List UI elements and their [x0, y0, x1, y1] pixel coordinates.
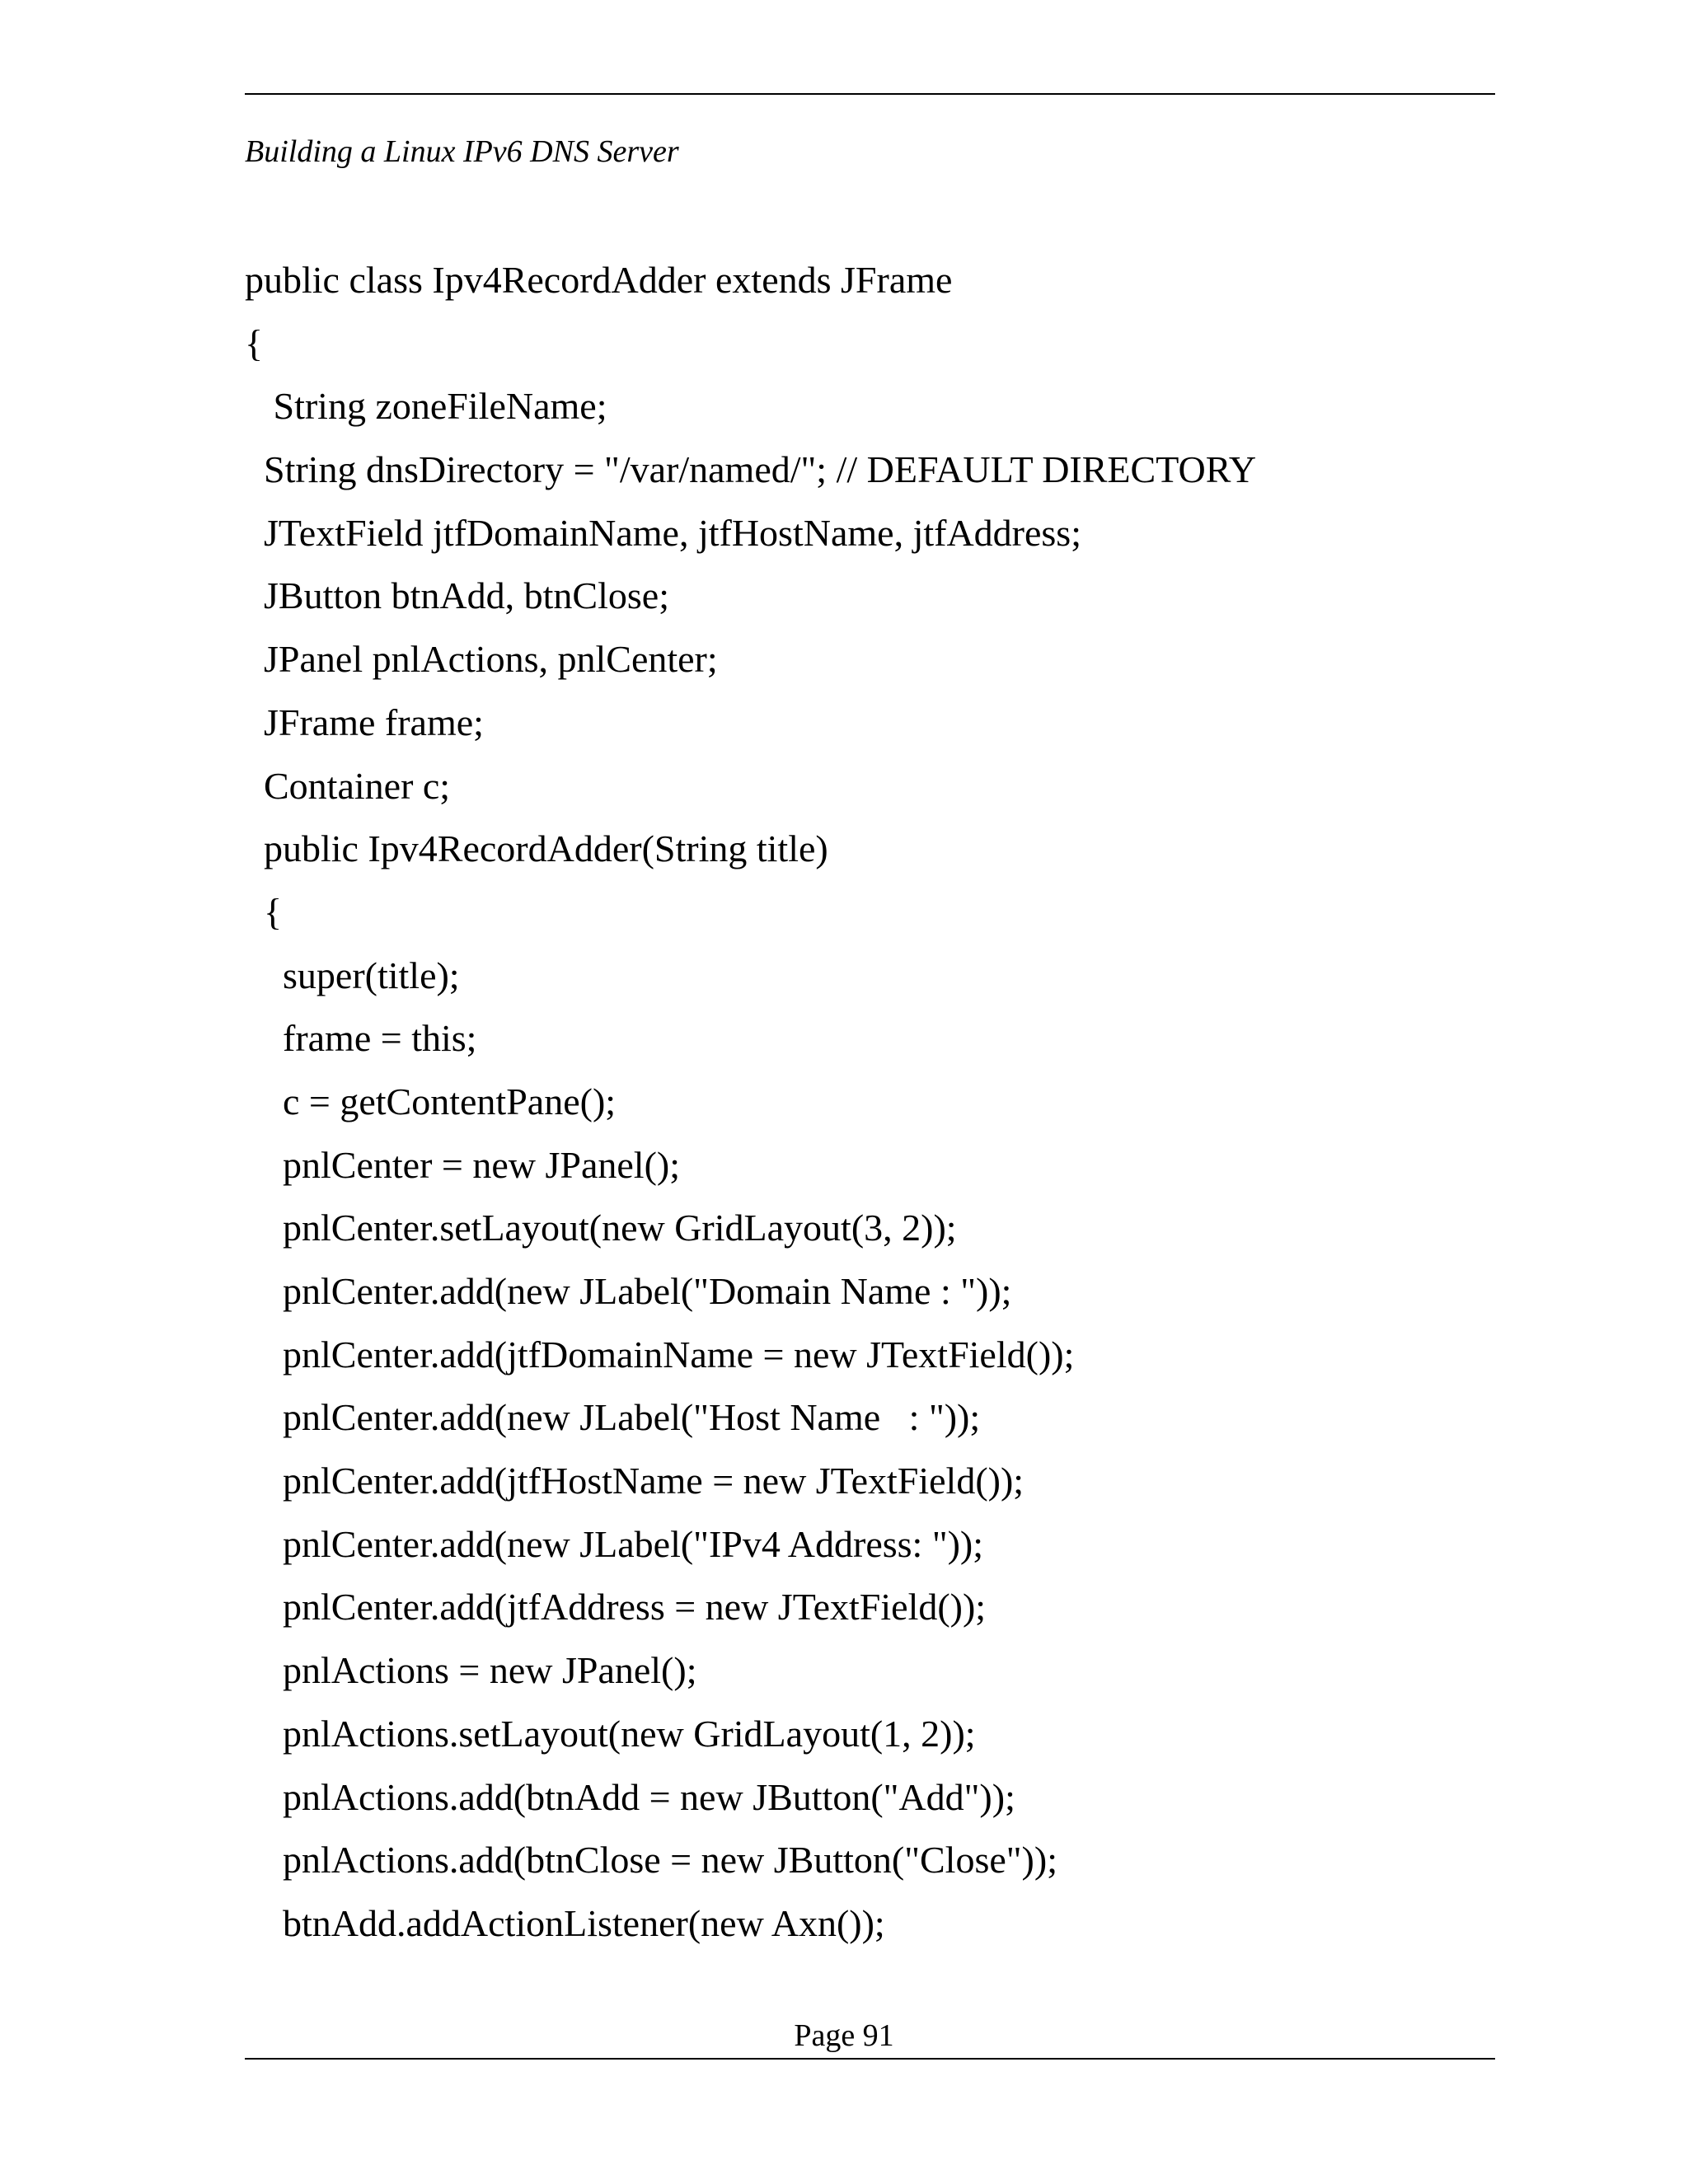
code-line: String zoneFileName;	[245, 385, 607, 428]
code-line: JFrame frame;	[245, 701, 484, 743]
footer-rule	[245, 2058, 1495, 2060]
code-line: pnlActions.setLayout(new GridLayout(1, 2));	[245, 1712, 976, 1755]
code-line: String dnsDirectory = "/var/named/"; // DEFAULT DIRECTORY	[245, 448, 1257, 491]
code-line: pnlCenter.add(new JLabel("Domain Name : "));	[245, 1270, 1012, 1312]
code-line: frame = this;	[245, 1017, 477, 1060]
code-line: JButton btnAdd, btnClose;	[245, 574, 669, 617]
code-line: {	[245, 321, 264, 364]
code-line: c = getContentPane();	[245, 1080, 617, 1122]
code-line: {	[245, 890, 283, 933]
running-header-title: Building a Linux IPv6 DNS Server	[245, 134, 679, 169]
code-line: btnAdd.addActionListener(new Axn());	[245, 1901, 885, 1944]
code-line: public class Ipv4RecordAdder extends JFrame	[245, 259, 953, 301]
code-line: Container c;	[245, 764, 451, 807]
code-line: pnlCenter = new JPanel();	[245, 1143, 680, 1186]
code-line: JPanel pnlActions, pnlCenter;	[245, 638, 718, 681]
code-line: pnlCenter.setLayout(new GridLayout(3, 2));	[245, 1207, 957, 1249]
code-line: pnlActions.add(btnAdd = new JButton("Add"));	[245, 1775, 1015, 1818]
code-line: super(title);	[245, 954, 460, 996]
code-listing	[245, 255, 1495, 1962]
code-line: pnlCenter.add(jtfHostName = new JTextField());	[245, 1460, 1025, 1502]
code-line: pnlActions = new JPanel();	[245, 1649, 697, 1692]
code-line: pnlCenter.add(jtfDomainName = new JTextField());	[245, 1333, 1075, 1376]
code-line: public Ipv4RecordAdder(String title)	[245, 827, 828, 870]
header-rule	[245, 93, 1495, 95]
code-line: pnlCenter.add(new JLabel("Host Name : "));	[245, 1396, 981, 1439]
code-line: pnlCenter.add(new JLabel("IPv4 Address: "));	[245, 1522, 984, 1565]
code-line: JTextField jtfDomainName, jtfHostName, jtfAddress;	[245, 511, 1081, 554]
page-number: Page 91	[794, 2018, 894, 2053]
code-line: pnlCenter.add(jtfAddress = new JTextField());	[245, 1586, 987, 1629]
code-line: pnlActions.add(btnClose = new JButton("Close"));	[245, 1839, 1057, 1882]
